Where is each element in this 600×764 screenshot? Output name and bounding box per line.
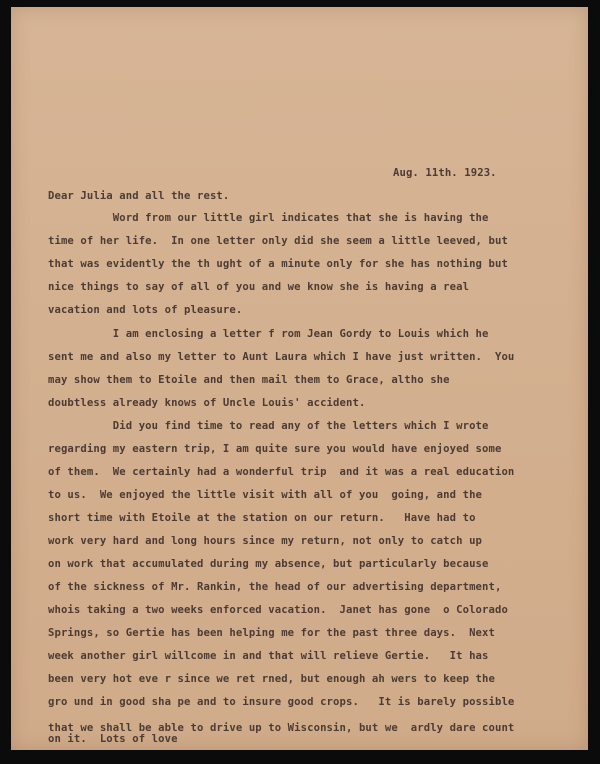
letter-date: Aug. 11th. 1923. bbox=[393, 167, 497, 179]
letter-line: that was evidently the th ught of a minute only for she has nothing but bbox=[48, 258, 508, 270]
letter-line: that we shall be able to drive up to Wisconsin, but we ardly dare count bbox=[48, 722, 515, 734]
letter-line: on work that accumulated during my absence, but particularly because bbox=[48, 558, 489, 570]
letter-line: week another girl willcome in and that will relieve Gertie. It has bbox=[48, 650, 489, 662]
letter-line: time of her life. In one letter only did she seem a little leeved, but bbox=[48, 235, 508, 247]
letter-line: may show them to Etoile and then mail them to Grace, altho she bbox=[48, 374, 450, 386]
letter-line: short time with Etoile at the station on our return. Have had to bbox=[48, 512, 476, 524]
letter-line: whois taking a two weeks enforced vacation. Janet has gone o Colorado bbox=[48, 604, 508, 616]
letter-page bbox=[11, 7, 588, 750]
letter-line: work very hard and long hours since my return, not only to catch up bbox=[48, 535, 483, 547]
letter-line: been very hot eve r since we ret rned, but enough ah wers to keep the bbox=[48, 673, 495, 685]
letter-line: gro und in good sha pe and to insure good crops. It is barely possible bbox=[48, 696, 515, 708]
letter-line: of the sickness of Mr. Rankin, the head of our advertising department, bbox=[48, 581, 502, 593]
letter-line: doubtless already knows of Uncle Louis' accident. bbox=[48, 397, 366, 409]
letter-line: Word from our little girl indicates that she is having the bbox=[48, 212, 489, 224]
salutation: Dear Julia and all the rest. bbox=[48, 190, 230, 202]
letter-line: I am enclosing a letter f rom Jean Gordy to Louis which he bbox=[48, 328, 489, 340]
letter-line: to us. We enjoyed the little visit with all of you going, and the bbox=[48, 489, 483, 501]
letter-line: Springs, so Gertie has been helping me for the past three days. Next bbox=[48, 627, 495, 639]
letter-line: sent me and also my letter to Aunt Laura which I have just written. You bbox=[48, 351, 515, 363]
letter-line: vacation and lots of pleasure. bbox=[48, 304, 243, 316]
letter-line: nice things to say of all of you and we know she is having a real bbox=[48, 281, 470, 293]
letter-line: on it. Lots of love bbox=[48, 733, 178, 745]
letter-line: Did you find time to read any of the letters which I wrote bbox=[48, 420, 489, 432]
letter-line: of them. We certainly had a wonderful trip and it was a real education bbox=[48, 466, 515, 478]
letter-line: regarding my eastern trip, I am quite sure you would have enjoyed some bbox=[48, 443, 502, 455]
